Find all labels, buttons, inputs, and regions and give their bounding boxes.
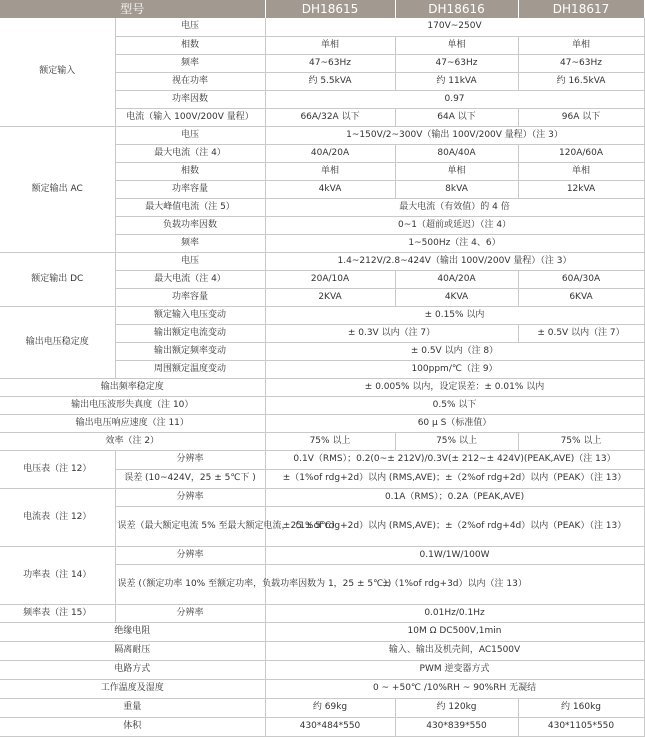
table-row: [0, 698, 644, 717]
cell-value: 12kVA: [518, 180, 644, 198]
row-label: 效率（注 2）: [0, 432, 265, 450]
group-rated-output-ac: 额定输出 AC: [0, 126, 115, 252]
row-label: 分辨率: [115, 488, 265, 506]
row-label: 最大峰值电流（注 5）: [115, 198, 265, 216]
table-row: [0, 432, 644, 450]
cell-value: 单相: [518, 36, 644, 54]
cell-value: 4kVA: [265, 180, 395, 198]
cell-value: 4KVA: [395, 288, 518, 306]
cell-value: 约 69kg: [265, 698, 395, 717]
row-label: 功率因数: [115, 90, 265, 108]
cell-value: 约 11kVA: [395, 72, 518, 90]
cell-value: 75% 以上: [395, 432, 518, 450]
group-wattmeter: 功率表（注 14）: [0, 546, 115, 604]
header-row: [0, 0, 644, 18]
row-label: 误差（最大额定电流 5% 至最大额定电流，25 ± 5℃）: [115, 506, 265, 546]
cell-value: 75% 以上: [265, 432, 395, 450]
row-label: 体积: [0, 717, 265, 736]
cell-value: 40A/20A: [265, 144, 395, 162]
model-dh18617-header: DH18617: [518, 0, 644, 18]
group-rated-output-dc: 额定输出 DC: [0, 252, 115, 306]
group-ammeter: 电流表（注 12）: [0, 488, 115, 546]
cell-value: 20A/10A: [265, 270, 395, 288]
cell-value: 0.1W/1W/100W: [265, 546, 644, 564]
cell-value: 120A/60A: [518, 144, 644, 162]
row-label: 误差 (10~424V，25 ± 5℃下 ): [115, 469, 265, 488]
row-label: 最大电流（注 4）: [115, 270, 265, 288]
cell-value: 单相: [518, 162, 644, 180]
cell-value: 47~63Hz: [265, 54, 395, 72]
row-label: 误差 (（额定功率 10% 至额定功率，负载功率因数为 1，25 ± 5℃）): [115, 564, 265, 604]
cell-value: 约 120kg: [395, 698, 518, 717]
row-label: 电压: [115, 18, 265, 36]
row-label: 分辨率: [115, 604, 265, 622]
row-label: 功率容量: [115, 288, 265, 306]
cell-value: 0 ~ +50℃ /10%RH ~ 90%RH 无凝结: [265, 679, 644, 698]
cell-value: 60 μ S（标准值）: [265, 414, 644, 432]
cell-value: 0~1（超前或延迟）（注 4）: [265, 216, 644, 234]
row-label: 电路方式: [0, 660, 265, 679]
cell-value: 430*484*550: [265, 717, 395, 736]
row-label: 隔离耐压: [0, 641, 265, 660]
model-header: 型号: [0, 0, 265, 18]
table-row: [0, 306, 644, 324]
table-row: [0, 18, 644, 36]
cell-value: 60A/30A: [518, 270, 644, 288]
cell-value: 1~150V/2~300V（输出 100V/200V 量程）（注 3）: [265, 126, 644, 144]
row-label: 输出额定频率变动: [115, 342, 265, 360]
cell-value: 1.4~212V/2.8~424V（输出 100V/200V 量程）（注 3）: [265, 252, 644, 270]
row-label: 输出频率稳定度: [0, 378, 265, 396]
group-output-voltage-stability: 输出电压稳定度: [0, 306, 115, 378]
cell-value: 0.1A（RMS）；0.2A（PEAK,AVE): [265, 488, 644, 506]
table-row: [0, 396, 644, 414]
row-label: 负载功率因数: [115, 216, 265, 234]
cell-value: 64A 以下: [395, 108, 518, 126]
cell-value: 约 16.5kVA: [518, 72, 644, 90]
table-row: [0, 604, 644, 622]
table-row: [0, 641, 644, 660]
row-label: 电压: [115, 126, 265, 144]
cell-value: 1~500Hz（注 4、6）: [265, 234, 644, 252]
cell-value: 47~63Hz: [395, 54, 518, 72]
row-label: 分辨率: [115, 546, 265, 564]
cell-value: 80A/40A: [395, 144, 518, 162]
row-label: 工作温度及湿度: [0, 679, 265, 698]
table-row: [0, 622, 644, 641]
cell-value: 0.1V（RMS）；0.2(0~± 212V)/0.3V(± 212~± 424V)(PEAK,AVE)（注 13）: [265, 450, 644, 469]
row-label: 频率: [115, 234, 265, 252]
row-label: 电压: [115, 252, 265, 270]
row-label: 最大电流（注 4）: [115, 144, 265, 162]
cell-value: 单相: [395, 162, 518, 180]
cell-value: 0.5% 以下: [265, 396, 644, 414]
cell-value: ±（1%of rdg+2d）以内 (RMS,AVE)；±（2%of rdg+4d）以内（PEAK）（注 13）: [265, 506, 644, 546]
row-label: 绝缘电阻: [0, 622, 265, 641]
cell-value: 430*839*550: [395, 717, 518, 736]
table-row: [0, 252, 644, 270]
cell-value: 170V~250V: [265, 18, 644, 36]
cell-value: 0.01Hz/0.1Hz: [265, 604, 644, 622]
cell-value: ± 0.005% 以内，设定误差：± 0.01% 以内: [265, 378, 644, 396]
cell-value: PWM 逆变器方式: [265, 660, 644, 679]
cell-value: 75% 以上: [518, 432, 644, 450]
table-row: [0, 126, 644, 144]
row-label: 输出额定电流变动: [115, 324, 265, 342]
cell-value: 约 160kg: [518, 698, 644, 717]
row-label: 输出电压波形失真度（注 10）: [0, 396, 265, 414]
table-row: [0, 378, 644, 396]
group-voltmeter: 电压表（注 12）: [0, 450, 115, 488]
cell-value: 最大电流（有效值）的 4 倍: [265, 198, 644, 216]
cell-value: 40A/20A: [395, 270, 518, 288]
row-label: 电流（输入 100V/200V 量程）: [115, 108, 265, 126]
cell-value: 输入、输出及机壳间，AC1500V: [265, 641, 644, 660]
table-row: [0, 679, 644, 698]
cell-value: ± 0.15% 以内: [265, 306, 644, 324]
row-label: 周围额定温度变动: [115, 360, 265, 378]
row-label: 视在功率: [115, 72, 265, 90]
table-row: [0, 546, 644, 564]
cell-value: ± 0.5V 以内（注 8）: [265, 342, 644, 360]
model-dh18615-header: DH18615: [265, 0, 395, 18]
cell-value: 约 5.5kVA: [265, 72, 395, 90]
cell-value: 96A 以下: [518, 108, 644, 126]
cell-value: ±（1%of rdg+3d）以内（注 13）: [265, 564, 644, 604]
cell-value: 8kVA: [395, 180, 518, 198]
table-row: [0, 450, 644, 469]
cell-value: ± 0.5V 以内（注 7）: [518, 324, 644, 342]
row-label: 重量: [0, 698, 265, 717]
cell-value: ± 0.3V 以内（注 7）: [265, 324, 518, 342]
cell-value: 0.97: [265, 90, 644, 108]
row-label: 相数: [115, 36, 265, 54]
cell-value: 单相: [395, 36, 518, 54]
cell-value: 10M Ω DC500V,1min: [265, 622, 644, 641]
row-label: 输出电压响应速度（注 11）: [0, 414, 265, 432]
group-frequency-meter: 频率表（注 15）: [0, 604, 115, 622]
cell-value: 单相: [265, 36, 395, 54]
cell-value: 100ppm/℃（注 9）: [265, 360, 644, 378]
row-label: 频率: [115, 54, 265, 72]
row-label: 功率容量: [115, 180, 265, 198]
cell-value: 430*1105*550: [518, 717, 644, 736]
table-row: [0, 660, 644, 679]
cell-value: 6KVA: [518, 288, 644, 306]
row-label: 分辨率: [115, 450, 265, 469]
group-rated-input: 额定输入: [0, 18, 115, 126]
cell-value: ±（1%of rdg+2d）以内 (RMS,AVE)；±（2%of rdg+2d）以内（PEAK）（注 13）: [265, 469, 644, 488]
cell-value: 单相: [265, 162, 395, 180]
cell-value: 47~63Hz: [518, 54, 644, 72]
cell-value: 2KVA: [265, 288, 395, 306]
table-row: [0, 488, 644, 506]
table-row: [0, 717, 644, 736]
model-dh18616-header: DH18616: [395, 0, 518, 18]
row-label: 相数: [115, 162, 265, 180]
table-row: [0, 414, 644, 432]
cell-value: 66A/32A 以下: [265, 108, 395, 126]
row-label: 额定输入电压变动: [115, 306, 265, 324]
